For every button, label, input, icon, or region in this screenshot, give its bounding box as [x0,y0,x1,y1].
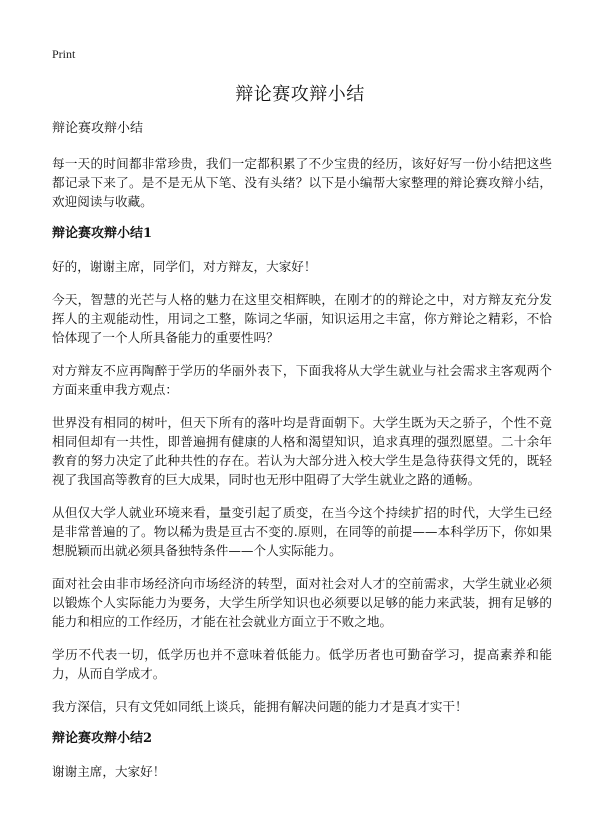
section-1-paragraph-2: 今天，智慧的光芒与人格的魅力在这里交相辉映，在刚才的的辩论之中，对方辩友充分发挥人的主观能动性，用词之工整，陈词之华丽，知识运用之丰富，你方辩论之精彩，不恰恰体现了一个人所具备能力的重要性吗？ [52,292,552,345]
print-link[interactable]: Print [52,47,76,61]
article-body [52,120,552,795]
section-1-heading: 辩论赛攻辩小结1 [52,226,153,241]
section-1-paragraph-7: 学历不代表一切，低学历也并不意味着低能力。低学历者也可勤奋学习，提高素养和能力，从而自学成才。 [52,647,552,681]
section-1-paragraph-4: 世界没有相同的树叶，但天下所有的落叶均是背面朝下。大学生既为天之骄子，个性不竟相同但却有一共性，即普遍拥有健康的人格和渴望知识，追求真理的强烈愿望。二十余年教育的努力决定了此种共性的存在。若认为大部分进入校大学生是急待获得文凭的，既轻视了我国高等教育的巨大成果，同时也无形中阻碍了大学生就业之路的通畅。 [52,415,552,487]
section-1-paragraph-5: 从但仅大学人就业环境来看，量变引起了质变，在当今这个持续扩招的时代，大学生已经是非常普遍的了。物以稀为贵是亘古不变的.原则，在同等的前提——本科学历下，你如果想脱颖而出就必须具备独特条件——个人实际能力。 [52,505,552,558]
article-subtitle: 辩论赛攻辩小结 [52,121,144,136]
section-1-paragraph-8: 我方深信，只有文凭如同纸上谈兵，能拥有解决问题的能力才是真才实干！ [52,699,468,714]
section-1-paragraph-1: 好的，谢谢主席，同学们，对方辩友，大家好！ [52,259,317,274]
section-1-paragraph-3: 对方辩友不应再陶醉于学历的华丽外表下，下面我将从大学生就业与社会需求主客观两个方面来重申我方观点： [52,363,552,397]
page-title: 辩论赛攻辩小结 [235,84,365,105]
intro-paragraph: 每一天的时间都非常珍贵，我们一定都积累了不少宝贵的经历，该好好写一份小结把这些都记录下来了。是不是无从下笔、没有头绪？以下是小编帮大家整理的辩论赛攻辩小结，欢迎阅读与收藏。 [52,156,552,209]
section-2-paragraph-1: 谢谢主席，大家好！ [52,764,166,779]
section-1-paragraph-6: 面对社会由非市场经济向市场经济的转型，面对社会对人才的空前需求，大学生就业必须以锻炼个人实际能力为要务，大学生所学知识也必须要以足够的能力来武装，拥有足够的能力和相应的工作经历，才能在社会就业方面立于不败之地。 [52,576,552,629]
section-2-heading: 辩论赛攻辩小结2 [52,731,153,746]
